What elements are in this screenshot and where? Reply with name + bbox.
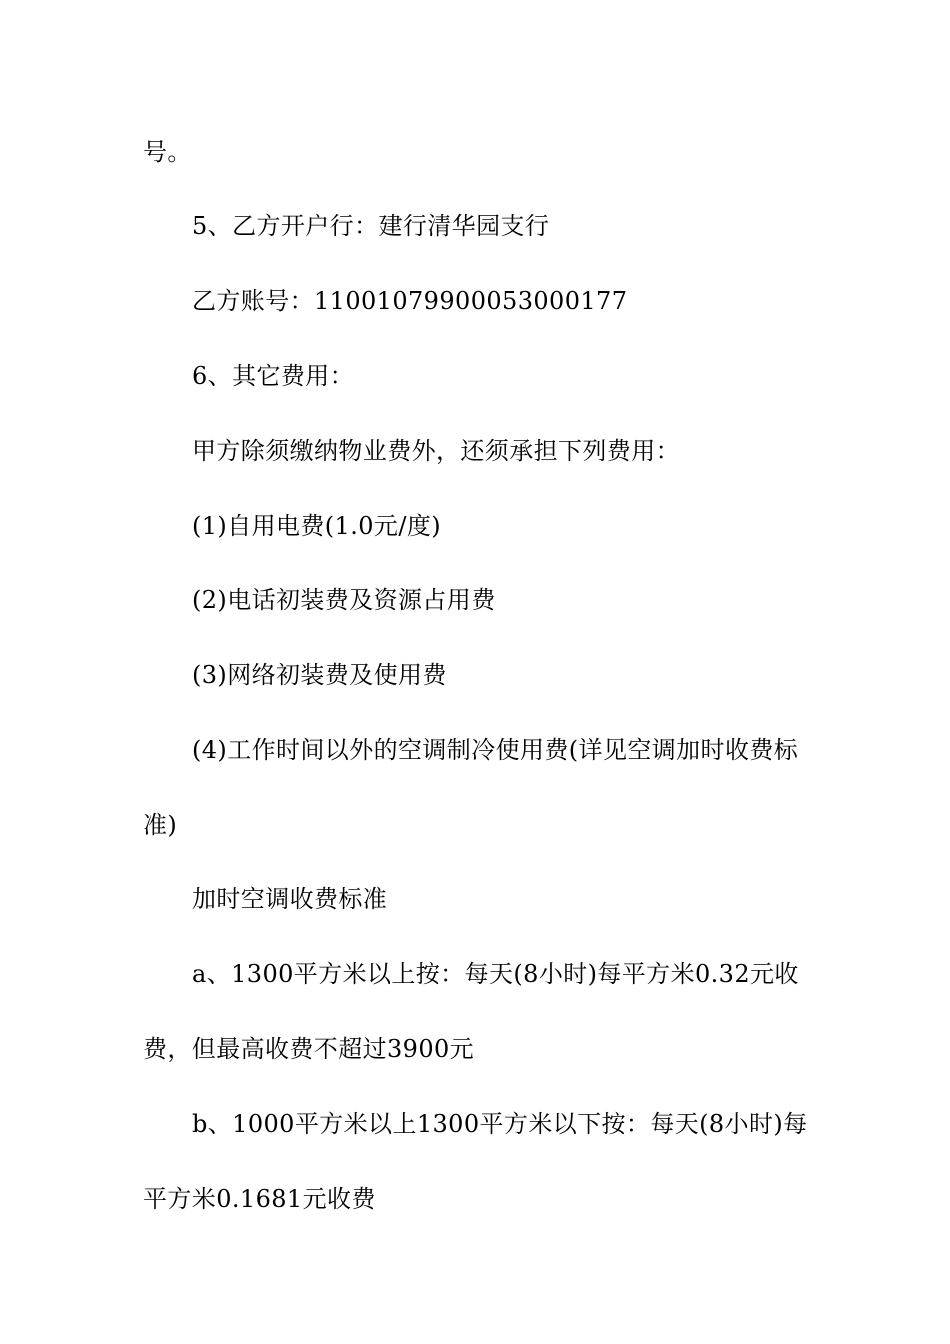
text-line: a、1300平方米以上按：每天(8小时)每平方米0.32元收 — [192, 960, 799, 988]
text-line: 费，但最高收费不超过3900元 — [143, 1035, 475, 1063]
text-line: (2)电话初装费及资源占用费 — [192, 586, 496, 614]
text-line: 5、乙方开户行：建行清华园支行 — [192, 212, 550, 240]
text-line: 乙方账号：11001079900053000177 — [192, 287, 628, 315]
text-line: 号。 — [143, 138, 192, 166]
text-line: 6、其它费用： — [192, 362, 355, 390]
text-line: 甲方除须缴纳物业费外，还须承担下列费用： — [192, 437, 680, 465]
text-line: b、1000平方米以上1300平方米以下按：每天(8小时)每 — [192, 1110, 808, 1138]
text-line: (3)网络初装费及使用费 — [192, 661, 447, 689]
text-line: (4)工作时间以外的空调制冷使用费(详见空调加时收费标 — [192, 736, 799, 764]
text-line: 准) — [143, 811, 178, 839]
text-line: 平方米0.1681元收费 — [143, 1185, 376, 1213]
text-line: (1)自用电费(1.0元/度) — [192, 512, 441, 540]
text-line: 加时空调收费标准 — [192, 885, 388, 913]
